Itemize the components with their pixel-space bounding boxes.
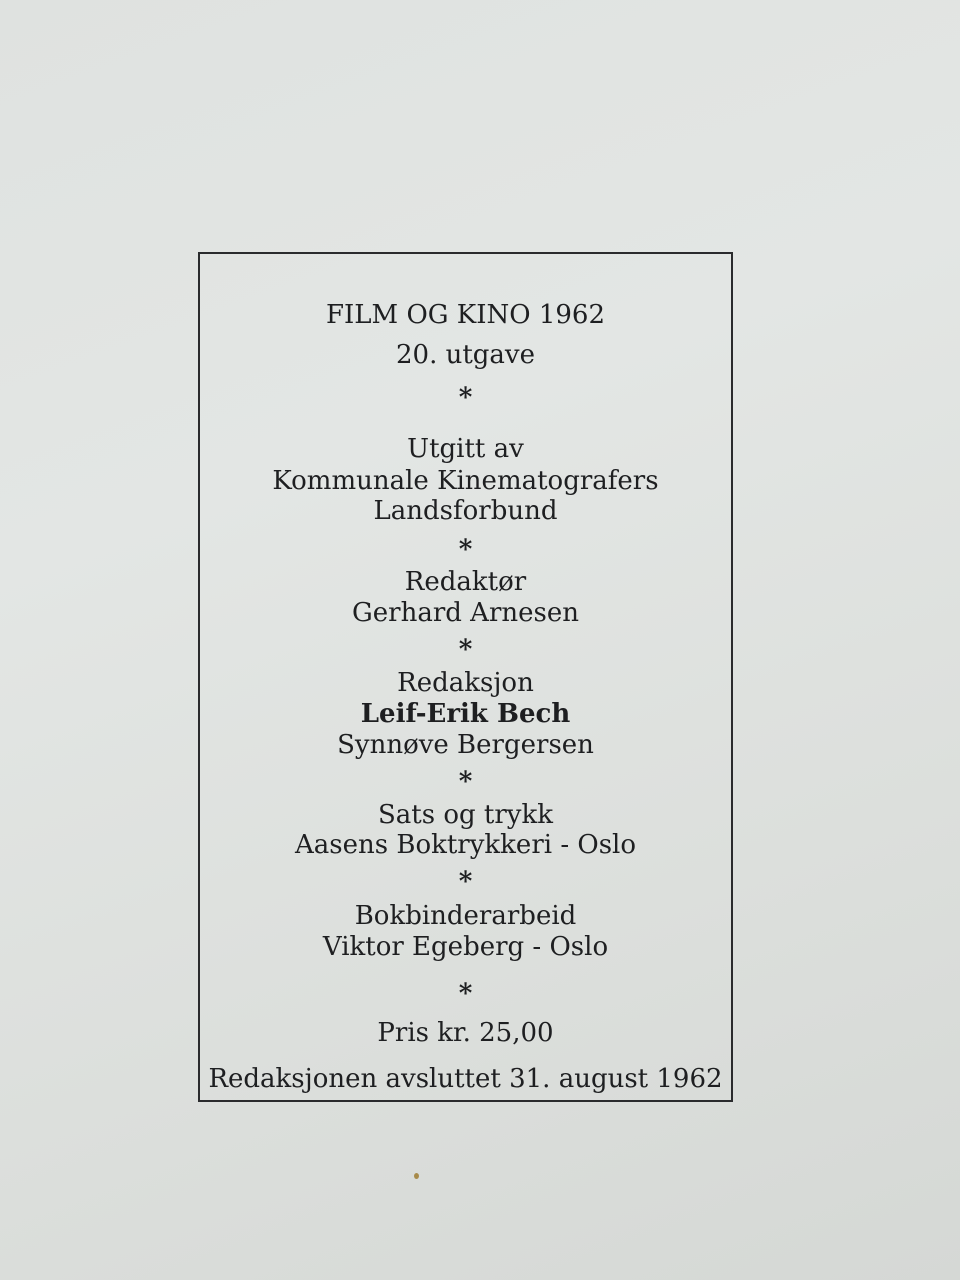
binding-heading: Bokbinderarbeid xyxy=(354,901,577,931)
separator-star: * xyxy=(458,635,473,665)
colophon-frame xyxy=(198,252,733,1102)
editor-name: Gerhard Arnesen xyxy=(352,598,579,628)
separator-star: * xyxy=(458,867,473,897)
book-title: FILM OG KINO 1962 xyxy=(325,300,605,330)
separator-star: * xyxy=(458,383,473,413)
separator-star: * xyxy=(458,767,473,797)
binder-name: Viktor Egeberg - Oslo xyxy=(322,932,609,962)
publisher-heading: Utgitt av xyxy=(407,434,524,464)
editor-heading: Redaktør xyxy=(404,567,527,597)
printer-name: Aasens Boktrykkeri - Oslo xyxy=(294,830,637,860)
separator-star: * xyxy=(458,979,473,1009)
editorial-heading: Redaksjon xyxy=(397,668,534,698)
printing-heading: Sats og trykk xyxy=(377,800,553,830)
publisher-name-line2: Landsforbund xyxy=(373,496,558,526)
separator-star: * xyxy=(458,535,473,565)
paper-speck xyxy=(414,1173,419,1179)
editorial-member: Synnøve Bergersen xyxy=(337,730,594,760)
edition-label: 20. utgave xyxy=(395,340,536,370)
closing-note: Redaksjonen avsluttet 31. august 1962 xyxy=(208,1064,723,1094)
price-label: Pris kr. 25,00 xyxy=(377,1018,554,1048)
publisher-name-line1: Kommunale Kinematografers xyxy=(272,466,659,496)
editorial-member: Leif-Erik Bech xyxy=(360,699,571,729)
